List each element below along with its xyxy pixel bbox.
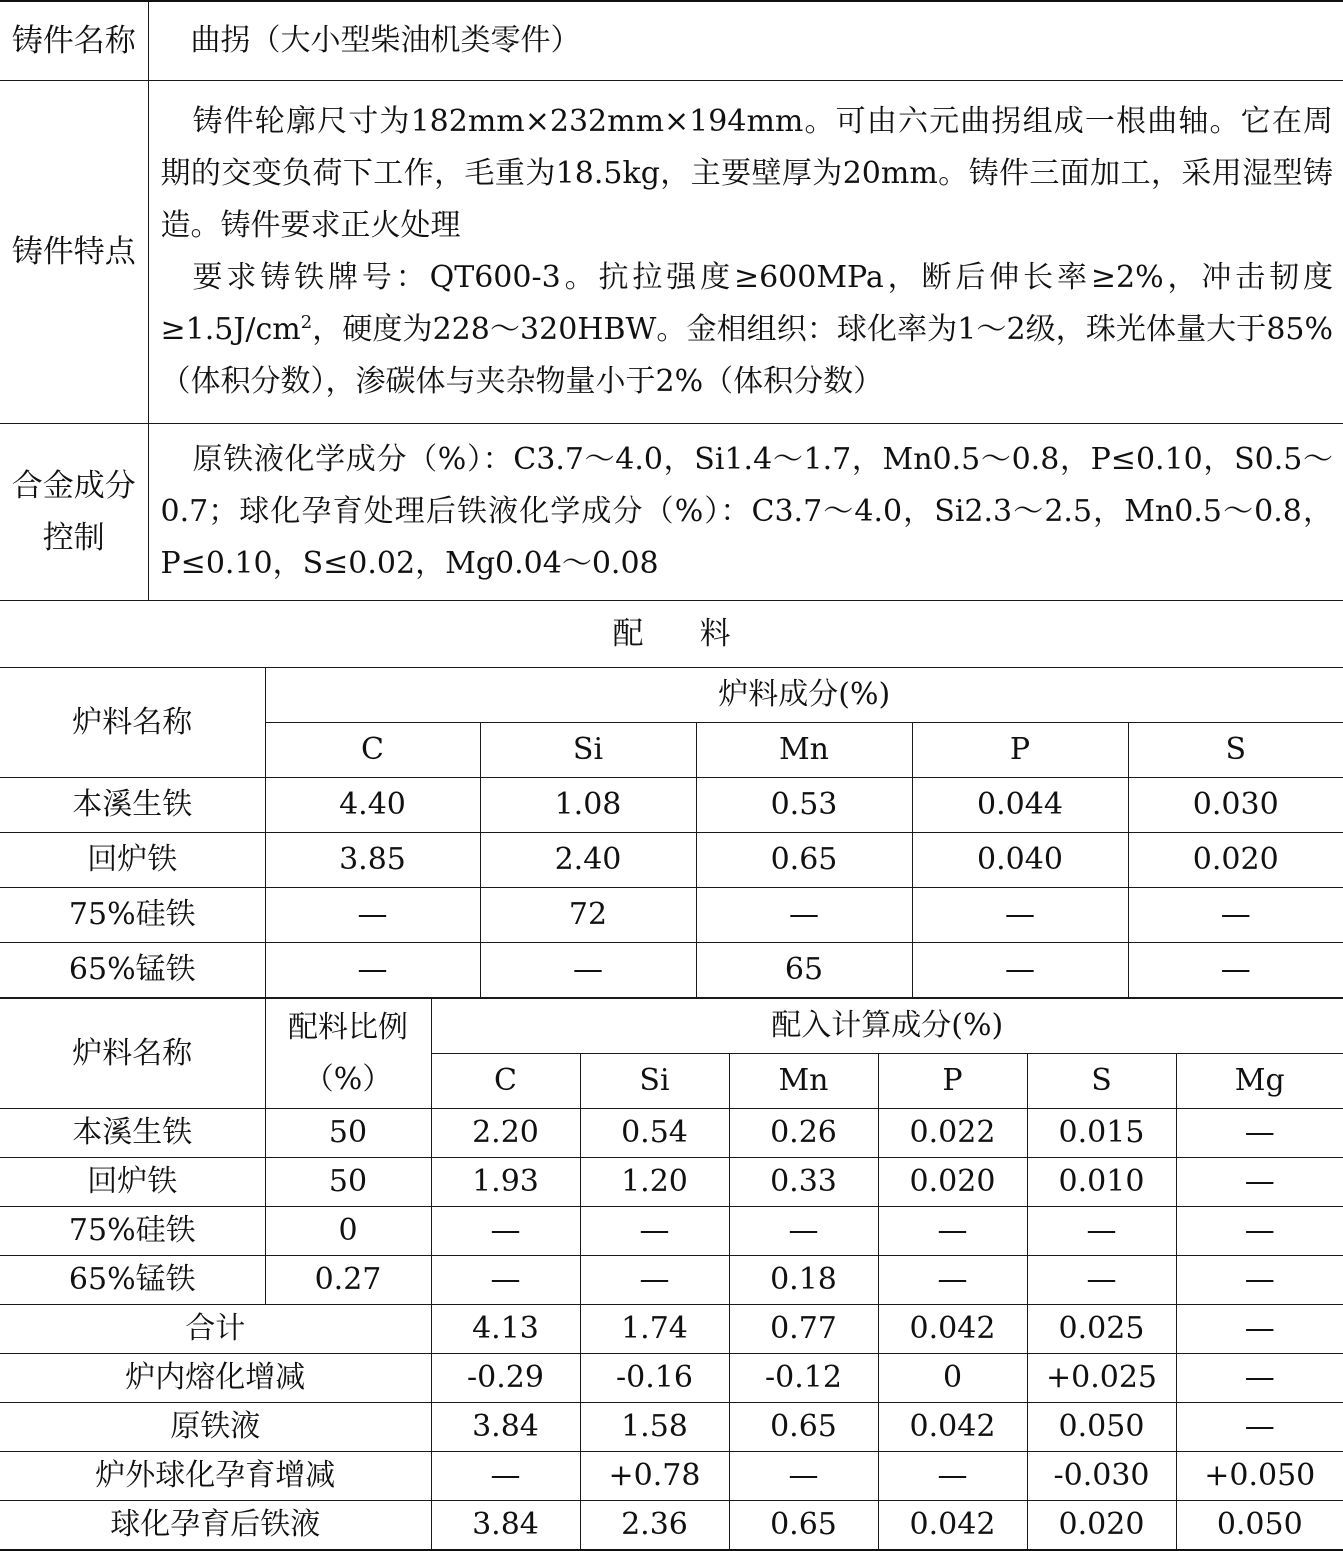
calc-value: 1.20	[580, 1158, 729, 1207]
charge-value: 0.020	[1128, 833, 1343, 888]
summary-value: -0.12	[729, 1354, 878, 1403]
charge-value: —	[912, 888, 1128, 943]
calc-value: 0.54	[580, 1109, 729, 1158]
charge-value: 4.40	[265, 778, 480, 833]
charge-element-header: Mn	[696, 723, 912, 778]
casting-info-table	[0, 0, 1343, 601]
summary-value: —	[878, 1452, 1027, 1501]
table-row	[0, 1207, 1343, 1256]
charge-name: 65%锰铁	[0, 943, 265, 998]
table-row	[0, 833, 1343, 888]
charge-value: —	[265, 888, 480, 943]
charge-name-header: 炉料名称	[0, 668, 265, 778]
summary-value: -0.29	[431, 1354, 580, 1403]
charge-value: 0.044	[912, 778, 1128, 833]
calc-value: —	[431, 1256, 580, 1305]
summary-value: +0.050	[1176, 1452, 1343, 1501]
calc-value: 0.26	[729, 1109, 878, 1158]
calc-value: —	[1176, 1256, 1343, 1305]
charge-value: 0.040	[912, 833, 1128, 888]
table-row	[0, 778, 1343, 833]
summary-value: —	[729, 1452, 878, 1501]
charge-comp-header: 炉料成分(%)	[265, 668, 1343, 723]
casting-name-row	[0, 1, 1343, 81]
summary-value: 4.13	[431, 1305, 580, 1354]
calc-header-row	[0, 999, 1343, 1054]
features-paragraph-2: 要求铸铁牌号：QT600-3。抗拉强度≥600MPa，断后伸长率≥2%，冲击韧度$\ge 1.5J/cm^2$，硬度为228～320HBW。金相组织：球化率为1～2级，珠光体量大于85%（体积分数），渗碳体与夹杂物量小于2%（体积分数）	[160, 260, 1333, 399]
calc-element-header: P	[878, 1054, 1027, 1109]
calc-value: —	[431, 1207, 580, 1256]
charge-value: —	[1128, 943, 1343, 998]
calc-value: —	[878, 1256, 1027, 1305]
calc-value: —	[729, 1207, 878, 1256]
calc-ratio: 50	[265, 1158, 431, 1207]
summary-value: 0.65	[729, 1403, 878, 1452]
summary-value: 0.020	[1027, 1501, 1176, 1551]
calc-value: —	[1027, 1207, 1176, 1256]
summary-value: 0.050	[1176, 1501, 1343, 1551]
summary-row	[0, 1501, 1343, 1551]
summary-value: +0.025	[1027, 1354, 1176, 1403]
calc-value: —	[580, 1207, 729, 1256]
charge-element-header: P	[912, 723, 1128, 778]
summary-row	[0, 1305, 1343, 1354]
features-paragraph-1: 铸件轮廓尺寸为182mm×232mm×194mm。可由六元曲拐组成一根曲轴。它在周期的交变负荷下工作，毛重为18.5kg，主要壁厚为20mm。铸件三面加工，采用湿型铸造。铸件要求正火处理	[160, 104, 1333, 243]
charge-value: 2.40	[480, 833, 696, 888]
summary-name: 炉外球化孕育增减	[0, 1452, 431, 1501]
calc-ratio: 0.27	[265, 1256, 431, 1305]
calc-name: 本溪生铁	[0, 1109, 265, 1158]
calculated-composition-table	[0, 998, 1343, 1551]
table-row	[0, 943, 1343, 998]
calc-element-header: C	[431, 1054, 580, 1109]
charge-element-header: S	[1128, 723, 1343, 778]
charge-value: 0.030	[1128, 778, 1343, 833]
table-row	[0, 1158, 1343, 1207]
alloy-control-text: 原铁液化学成分（%）：C3.7～4.0，Si1.4～1.7，Mn0.5～0.8，P≤0.10，S0.5～0.7；球化孕育处理后铁液化学成分（%）：C3.7～4.0，Si2.3～2.5，Mn0.5～0.8，P≤0.10，S≤0.02，Mg0.04～0.08	[148, 424, 1343, 601]
calc-name: 65%锰铁	[0, 1256, 265, 1305]
calc-element-header: Mn	[729, 1054, 878, 1109]
summary-value: —	[431, 1452, 580, 1501]
charge-value: —	[265, 943, 480, 998]
summary-row	[0, 1354, 1343, 1403]
summary-value: 1.74	[580, 1305, 729, 1354]
summary-value: 0.042	[878, 1305, 1027, 1354]
charge-value: 72	[480, 888, 696, 943]
summary-value: —	[1176, 1305, 1343, 1354]
calc-value: —	[1027, 1256, 1176, 1305]
summary-value: —	[1176, 1403, 1343, 1452]
casting-features-text	[148, 81, 1343, 424]
calc-value: 0.18	[729, 1256, 878, 1305]
summary-value: 0.050	[1027, 1403, 1176, 1452]
charge-name: 本溪生铁	[0, 778, 265, 833]
calc-name: 回炉铁	[0, 1158, 265, 1207]
summary-value: 3.84	[431, 1403, 580, 1452]
alloy-control-row	[0, 424, 1343, 601]
summary-name: 原铁液	[0, 1403, 431, 1452]
charge-name: 回炉铁	[0, 833, 265, 888]
calc-element-header: Mg	[1176, 1054, 1343, 1109]
calc-value: —	[1176, 1109, 1343, 1158]
calc-value: 0.010	[1027, 1158, 1176, 1207]
summary-name: 球化孕育后铁液	[0, 1501, 431, 1551]
charge-value: —	[1128, 888, 1343, 943]
summary-value: -0.030	[1027, 1452, 1176, 1501]
calc-ratio-header: 配料比例 （%）	[265, 999, 431, 1109]
calc-comp-header: 配入计算成分(%)	[431, 999, 1343, 1054]
charge-value: 1.08	[480, 778, 696, 833]
calc-value: 0.022	[878, 1109, 1027, 1158]
summary-value: 0.042	[878, 1501, 1027, 1551]
summary-value: -0.16	[580, 1354, 729, 1403]
charge-value: —	[480, 943, 696, 998]
table-row	[0, 1109, 1343, 1158]
summary-value: 0.025	[1027, 1305, 1176, 1354]
calc-value: 2.20	[431, 1109, 580, 1158]
calc-ratio: 50	[265, 1109, 431, 1158]
calc-element-header: S	[1027, 1054, 1176, 1109]
summary-value: 2.36	[580, 1501, 729, 1551]
summary-value: —	[1176, 1354, 1343, 1403]
calc-value: 0.33	[729, 1158, 878, 1207]
charge-name: 75%硅铁	[0, 888, 265, 943]
alloy-control-label: 合金成分 控制	[0, 424, 148, 601]
charge-element-header: C	[265, 723, 480, 778]
summary-value: 3.84	[431, 1501, 580, 1551]
summary-name: 合计	[0, 1305, 431, 1354]
charge-element-header: Si	[480, 723, 696, 778]
calc-value: 0.020	[878, 1158, 1027, 1207]
calc-name-header: 炉料名称	[0, 999, 265, 1109]
casting-features-row	[0, 81, 1343, 424]
summary-value: 0.77	[729, 1305, 878, 1354]
summary-value: 1.58	[580, 1403, 729, 1452]
calc-value: 1.93	[431, 1158, 580, 1207]
summary-value: 0.042	[878, 1403, 1027, 1452]
calc-value: —	[580, 1256, 729, 1305]
charge-value: 65	[696, 943, 912, 998]
calc-value: 0.015	[1027, 1109, 1176, 1158]
calc-value: —	[878, 1207, 1027, 1256]
charge-value: 0.53	[696, 778, 912, 833]
summary-value: 0	[878, 1354, 1027, 1403]
charge-value: —	[696, 888, 912, 943]
calc-name: 75%硅铁	[0, 1207, 265, 1256]
table-row	[0, 1256, 1343, 1305]
summary-row	[0, 1403, 1343, 1452]
table-row	[0, 888, 1343, 943]
calc-element-header: Si	[580, 1054, 729, 1109]
calc-value: —	[1176, 1158, 1343, 1207]
summary-name: 炉内熔化增减	[0, 1354, 431, 1403]
charge-header-row	[0, 668, 1343, 723]
charge-composition-table	[0, 667, 1343, 998]
batching-caption: 配料	[612, 616, 787, 652]
summary-row	[0, 1452, 1343, 1501]
charge-value: 0.65	[696, 833, 912, 888]
casting-features-label: 铸件特点	[0, 81, 148, 424]
casting-name-value: 曲拐（大小型柴油机类零件）	[148, 1, 1343, 81]
summary-value: +0.78	[580, 1452, 729, 1501]
charge-value: —	[912, 943, 1128, 998]
summary-value: 0.65	[729, 1501, 878, 1551]
calc-value: —	[1176, 1207, 1343, 1256]
charge-value: 3.85	[265, 833, 480, 888]
casting-name-label: 铸件名称	[0, 1, 148, 81]
calc-ratio: 0	[265, 1207, 431, 1256]
